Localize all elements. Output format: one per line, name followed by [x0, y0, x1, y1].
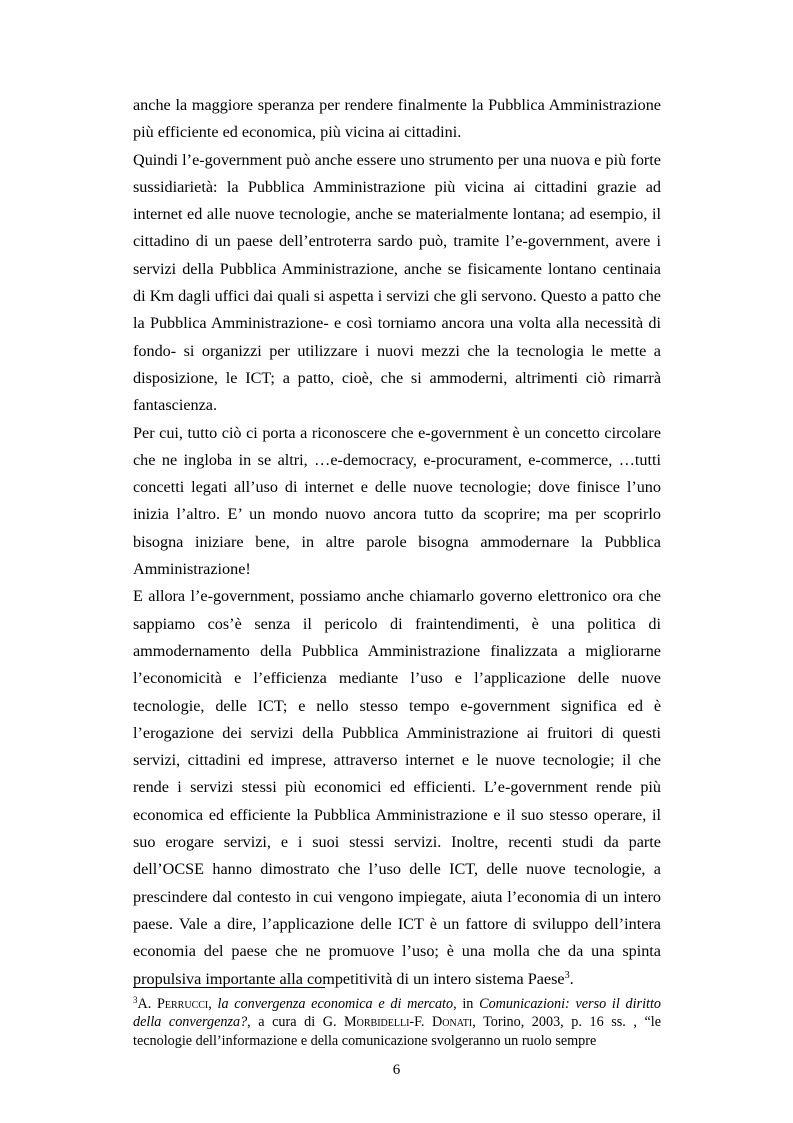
footnote-title: la convergenza economica e di mercato: [217, 996, 454, 1012]
paragraph-subsidiarity: Quindi l’e-government può anche essere uno strumento per una nuova e più forte sussidiarietà: la Pubblica Amministrazione più vicina ai cittadini grazie ad internet ed alle nuove tecnologie, anche se materialmente lontana; ad esempio, il cittadino di un paese dell’entroterra sardo può, tramite l’e-government, avere i servizi della Pubblica Amministrazione, anche se fisicamente lontano centinaia di Km dagli uffici dai quali si aspetta i servizi che gli servono. Questo a patto che la Pubblica Amministrazione- e così torniamo ancora una volta alla necessità di fondo- si organizzi per utilizzare i nuovi mezzi che la tecnologia le mette a disposizione, le ICT; a patto, cioè, che si ammoderni, altrimenti ciò rimarrà fantascienza.: [133, 150, 661, 415]
footnote-publication: , Torino, 2003, p. 16 ss. , “le tecnologie dell’informazione e della comunicazione svolgeranno un ruolo sempre: [133, 1014, 661, 1049]
body-text: [133, 92, 661, 993]
footnote-marker: 3: [133, 995, 138, 1005]
page-number: 6: [392, 1062, 401, 1078]
footnote-reference[interactable]: 3: [564, 969, 570, 981]
footnote-editors: G. Morbidelli-F. Donati: [322, 1014, 473, 1031]
footnote-editors-prefix: a cura di: [250, 1014, 316, 1031]
footnote: $^3$A. Perrucci, la convergenza economica e di mercato, in Comunicazioni: verso il diritto della convergenza?, a cura di G. Morbidelli-F. Donati, Torino, 2003, p. 16 ss. , “le tecnologie dell’informazione e della comunicazione svolgeranno un ruolo sempre: [133, 995, 661, 1049]
paragraph-circular-concept: Per cui, tutto ciò ci porta a riconoscere che e-government è un concetto circolare che ne ingloba in se altri, …e-democracy, e-procurament, e-commerce, …tutti concetti legati all’uso di internet e delle nuove tecnologie; dove finisce l’uno inizia l’altro. E’ un mondo nuovo ancora tutto da scoprire; ma per scoprirlo bisogna iniziare bene, in altre parole bisogna ammodernare la Pubblica Amministrazione!: [133, 423, 661, 579]
paragraph-continuation: anche la maggiore speranza per rendere finalmente la Pubblica Amministrazione più efficiente ed economica, più vicina ai cittadini.: [133, 96, 661, 142]
footnote-in: , in: [453, 996, 474, 1012]
paragraph-electronic-government-text: E allora l’e-government, possiamo anche chiamarlo governo elettronico ora che sappiamo cos’è senza il pericolo di fraintendimenti, è una politica di ammodernamento della Pubblica Amministrazione finalizzata a migliorarne l’economicità e l’efficienza mediante l’uso e l’applicazione delle nuove tecnologie, delle ICT; e nello stesso tempo e-government significa ed è l’erogazione dei servizi della Pubblica Amministrazione ai fruitori di questi servizi, cittadini ed imprese, attraverso internet e le nuove tecnologie; il che rende i servizi stessi più economici ed efficienti. L’e-government rende più economica ed efficiente la Pubblica Amministrazione e il suo stesso operare, il suo erogare servizi, e i suoi stessi servizi. Inoltre, recenti studi da parte dell’OCSE hanno dimostrato che l’uso delle ICT, delle nuove tecnologie, a prescindere dal contesto in cui vengono impiegate, aiuta l’economia di un intero paese. Vale a dire, l’applicazione delle ICT è un fattore di sviluppo dell’intera economia del paese che ne promuove l’uso; è una molla che da una spinta propulsiva importante alla competitività di un intero sistema Paese: [133, 587, 661, 988]
paragraph-electronic-government: E allora l’e-government, possiamo anche chiamarlo governo elettronico ora che sappiamo cos’è senza il pericolo di fraintendimenti, è una politica di ammodernamento della Pubblica Amministrazione finalizzata a migliorarne l’economicità e l’efficienza mediante l’uso e l’applicazione delle nuove tecnologie, delle ICT; e nello stesso tempo e-government significa ed è l’erogazione dei servizi della Pubblica Amministrazione ai fruitori di questi servizi, cittadini ed imprese, attraverso internet e le nuove tecnologie; il che rende i servizi stessi più economici ed efficienti. L’e-government rende più economica ed efficiente la Pubblica Amministrazione e il suo stesso operare, il suo erogare servizi, e i suoi stessi servizi. Inoltre, recenti studi da parte dell’OCSE hanno dimostrato che l’uso delle ICT, delle nuove tecnologie, a prescindere dal contesto in cui vengono impiegate, aiuta l’economia di un intero paese. Vale a dire, l’applicazione delle ICT è un fattore di sviluppo dell’intera economia del paese che ne promuove l’uso; è una molla che da una spinta propulsiva importante alla competitività di un intero sistema Paese$^3$.: [133, 587, 661, 988]
footnote-separator: [133, 987, 325, 988]
footnote-author: A. Perrucci: [137, 996, 209, 1012]
footnote-book: Comunicazioni: verso il diritto della convergenza?,: [133, 996, 661, 1031]
